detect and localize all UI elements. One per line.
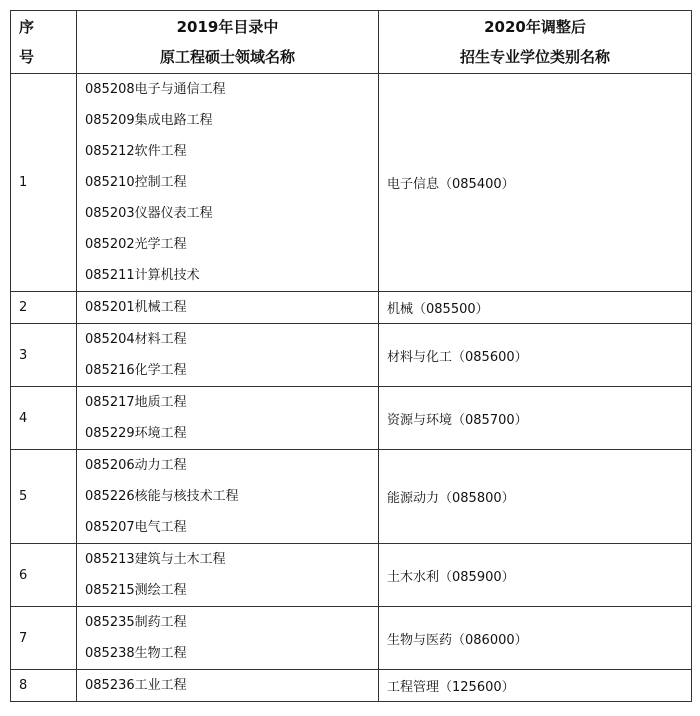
new-category-cell: 材料与化工（085600） [379, 324, 692, 387]
row-index: 8 [11, 670, 77, 702]
new-category-cell: 工程管理（125600） [379, 670, 692, 702]
old-field-cell [77, 670, 379, 702]
row-index: 5 [11, 450, 77, 544]
table-row [11, 387, 692, 450]
header-old-field: 2019年目录中 原工程硕士领域名称 [77, 11, 379, 74]
table-row [11, 670, 692, 702]
field-mapping-table [10, 10, 692, 702]
table-row [11, 544, 692, 607]
old-field-name: 085210控制工程 [85, 175, 187, 190]
table-row [11, 450, 692, 544]
row-index: 1 [11, 74, 77, 292]
old-field-name: 085212软件工程 [85, 144, 187, 159]
row-index: 4 [11, 387, 77, 450]
old-field-name: 085235制药工程 [85, 615, 187, 630]
old-field-name: 085215测绘工程 [85, 583, 187, 598]
old-field-cell [77, 544, 379, 607]
table-row [11, 74, 692, 292]
old-field-name: 085201机械工程 [85, 300, 187, 315]
row-index: 6 [11, 544, 77, 607]
old-field-cell [77, 324, 379, 387]
row-index: 3 [11, 324, 77, 387]
old-field-name: 085238生物工程 [85, 646, 187, 661]
old-field-name: 085216化学工程 [85, 363, 187, 378]
old-field-name: 085204材料工程 [85, 332, 187, 347]
old-field-cell [77, 607, 379, 670]
new-category-cell: 资源与环境（085700） [379, 387, 692, 450]
old-field-name: 085203仪器仪表工程 [85, 206, 213, 221]
header-new-category: 2020年调整后 招生专业学位类别名称 [379, 11, 692, 74]
old-field-name: 085202光学工程 [85, 237, 187, 252]
old-field-cell [77, 387, 379, 450]
row-index: 2 [11, 292, 77, 324]
table-row [11, 607, 692, 670]
old-field-name: 085209集成电路工程 [85, 113, 213, 128]
table-row [11, 292, 692, 324]
old-field-cell [77, 74, 379, 292]
old-field-name: 085206动力工程 [85, 458, 187, 473]
old-field-name: 085236工业工程 [85, 678, 187, 693]
old-field-name: 085226核能与核技术工程 [85, 489, 239, 504]
table-row [11, 324, 692, 387]
new-category-cell: 土木水利（085900） [379, 544, 692, 607]
new-category-cell: 能源动力（085800） [379, 450, 692, 544]
old-field-name: 085208电子与通信工程 [85, 82, 226, 97]
old-field-cell [77, 450, 379, 544]
header-row [11, 11, 692, 74]
new-category-cell: 电子信息（085400） [379, 74, 692, 292]
old-field-name: 085213建筑与土木工程 [85, 552, 226, 567]
new-category-cell: 生物与医药（086000） [379, 607, 692, 670]
old-field-name: 085211计算机技术 [85, 268, 200, 283]
header-index: 序 号 [11, 11, 77, 74]
row-index: 7 [11, 607, 77, 670]
new-category-cell: 机械（085500） [379, 292, 692, 324]
old-field-name: 085229环境工程 [85, 426, 187, 441]
old-field-name: 085217地质工程 [85, 395, 187, 410]
old-field-cell [77, 292, 379, 324]
old-field-name: 085207电气工程 [85, 520, 187, 535]
